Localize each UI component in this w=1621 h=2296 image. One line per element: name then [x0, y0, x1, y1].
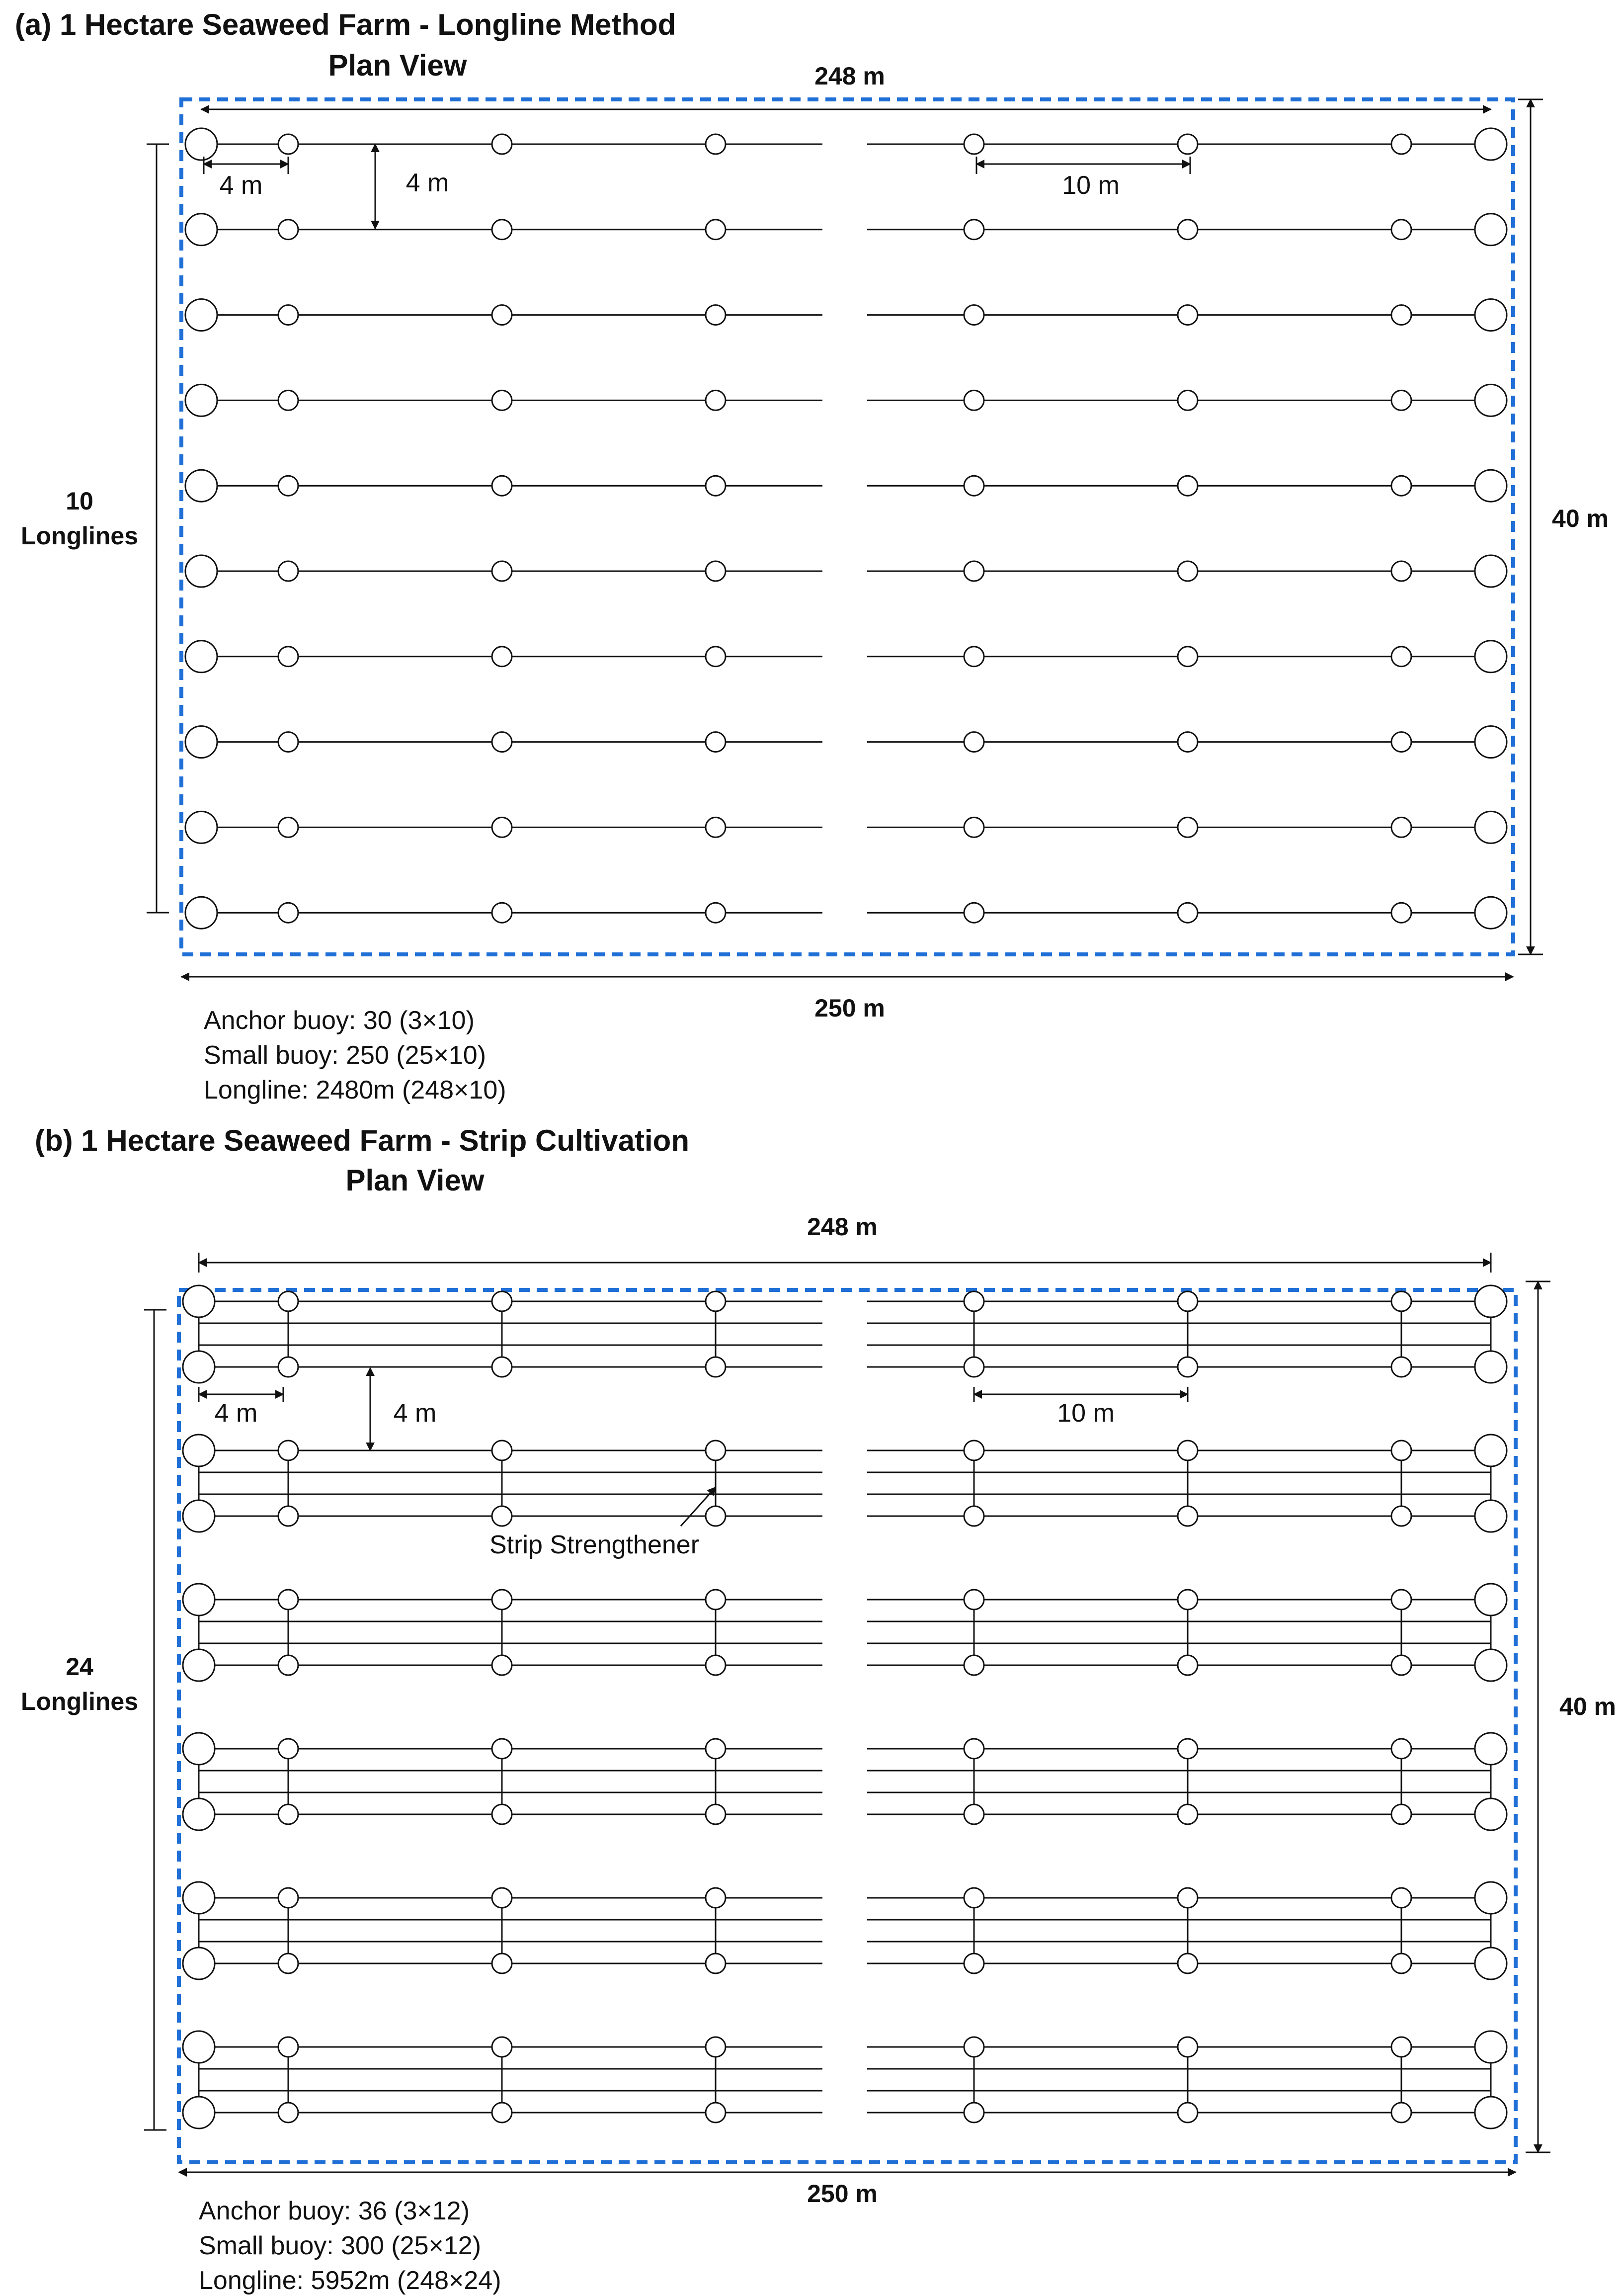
anchor-buoy: [183, 1649, 215, 1681]
anchor-buoy: [1475, 2097, 1507, 2128]
small-buoy: [278, 1888, 298, 1908]
anchor-buoy: [1475, 1285, 1507, 1317]
panel-a-subtitle: Plan View: [328, 49, 467, 82]
panel-a-buoy-spacing-label: 4 m: [219, 171, 263, 200]
small-buoy: [1178, 1954, 1198, 1973]
small-buoy: [1178, 390, 1198, 410]
small-buoy: [492, 561, 512, 581]
small-buoy: [1178, 2037, 1198, 2057]
panel-b-strip-rows: [183, 1285, 1507, 2128]
panel-b-row-gap-label: 4 m: [393, 1399, 437, 1428]
small-buoy: [964, 1590, 984, 1610]
small-buoy: [1391, 1291, 1411, 1311]
small-buoy: [1391, 817, 1411, 837]
panel-a-summary-anchor: Anchor buoy: 30 (3×10): [204, 1006, 475, 1035]
small-buoy: [706, 390, 726, 410]
anchor-buoy: [1475, 1649, 1507, 1681]
small-buoy: [706, 817, 726, 837]
small-buoy: [278, 1804, 298, 1824]
small-buoy: [492, 1291, 512, 1311]
anchor-buoy: [1475, 1435, 1507, 1466]
small-buoy: [964, 1739, 984, 1759]
small-buoy: [492, 476, 512, 496]
small-buoy: [1178, 1291, 1198, 1311]
small-buoy: [1391, 1506, 1411, 1526]
small-buoy: [1391, 1357, 1411, 1377]
small-buoy: [1391, 1954, 1411, 1973]
small-buoy: [706, 903, 726, 923]
anchor-buoy: [185, 128, 217, 160]
small-buoy: [492, 1804, 512, 1824]
small-buoy: [492, 1888, 512, 1908]
small-buoy: [278, 390, 298, 410]
panel-a-summary-small-buoy: Small buoy: 250 (25×10): [204, 1041, 486, 1070]
small-buoy: [1178, 1739, 1198, 1759]
small-buoy: [964, 476, 984, 496]
small-buoy: [1391, 390, 1411, 410]
small-buoy: [278, 1291, 298, 1311]
small-buoy: [492, 2037, 512, 2057]
anchor-buoy: [183, 1351, 215, 1383]
anchor-buoy: [185, 214, 217, 246]
panel-a: [15, 8, 1609, 1105]
small-buoy: [1391, 732, 1411, 752]
small-buoy: [492, 305, 512, 325]
small-buoy: [706, 476, 726, 496]
anchor-buoy: [185, 811, 217, 843]
small-buoy: [492, 1739, 512, 1759]
small-buoy: [964, 220, 984, 240]
panel-a-width-label: 250 m: [814, 994, 885, 1022]
small-buoy: [1178, 476, 1198, 496]
panel-b-longline-word: Longlines: [20, 1688, 139, 1715]
small-buoy: [492, 2103, 512, 2123]
small-buoy: [492, 732, 512, 752]
anchor-buoy: [183, 2097, 215, 2128]
small-buoy: [1391, 1804, 1411, 1824]
small-buoy: [1391, 647, 1411, 667]
small-buoy: [964, 1888, 984, 1908]
small-buoy: [278, 305, 298, 325]
small-buoy: [278, 2037, 298, 2057]
small-buoy: [964, 903, 984, 923]
panel-a-longlines: [185, 128, 1507, 929]
small-buoy: [964, 561, 984, 581]
panel-b-summary-anchor: Anchor buoy: 36 (3×12): [199, 2197, 470, 2225]
small-buoy: [964, 305, 984, 325]
small-buoy: [1178, 220, 1198, 240]
small-buoy: [278, 647, 298, 667]
small-buoy: [278, 1357, 298, 1377]
anchor-buoy: [185, 470, 217, 502]
anchor-buoy: [183, 1500, 215, 1532]
anchor-buoy: [1475, 470, 1507, 502]
small-buoy: [278, 1739, 298, 1759]
small-buoy: [706, 134, 726, 154]
small-buoy: [492, 647, 512, 667]
panel-b-buoy-spacing-label: 4 m: [214, 1399, 258, 1428]
small-buoy: [1178, 647, 1198, 667]
anchor-buoy: [1475, 726, 1507, 758]
anchor-buoy: [185, 299, 217, 331]
small-buoy: [278, 561, 298, 581]
small-buoy: [706, 305, 726, 325]
small-buoy: [492, 1590, 512, 1610]
anchor-buoy: [1475, 1733, 1507, 1765]
panel-a-longline-count: 10: [66, 487, 93, 515]
anchor-buoy: [185, 726, 217, 758]
small-buoy: [706, 732, 726, 752]
anchor-buoy: [1475, 1948, 1507, 1979]
panel-b-longline-count: 24: [66, 1653, 93, 1681]
small-buoy: [964, 1804, 984, 1824]
small-buoy: [1391, 476, 1411, 496]
small-buoy: [964, 647, 984, 667]
small-buoy: [706, 647, 726, 667]
small-buoy: [1178, 1655, 1198, 1675]
small-buoy: [964, 1441, 984, 1460]
small-buoy: [1391, 1590, 1411, 1610]
panel-b-farm-boundary: [179, 1290, 1516, 2162]
small-buoy: [964, 732, 984, 752]
small-buoy: [964, 1291, 984, 1311]
panel-a-height-label: 40 m: [1552, 505, 1609, 532]
anchor-buoy: [183, 1948, 215, 1979]
anchor-buoy: [1475, 1500, 1507, 1532]
panel-b-summary-small-buoy: Small buoy: 300 (25×12): [199, 2231, 482, 2260]
small-buoy: [1178, 2103, 1198, 2123]
anchor-buoy: [185, 555, 217, 587]
small-buoy: [278, 732, 298, 752]
panel-a-longline-word: Longlines: [20, 522, 139, 550]
small-buoy: [492, 817, 512, 837]
small-buoy: [1178, 1590, 1198, 1610]
anchor-buoy: [1475, 2031, 1507, 2063]
anchor-buoy: [183, 1285, 215, 1317]
small-buoy: [278, 1441, 298, 1460]
small-buoy: [492, 1954, 512, 1973]
small-buoy: [706, 1506, 726, 1526]
panel-b-height-label: 40 m: [1559, 1693, 1616, 1720]
small-buoy: [964, 1506, 984, 1526]
small-buoy: [492, 1441, 512, 1460]
small-buoy: [964, 134, 984, 154]
small-buoy: [278, 1506, 298, 1526]
panel-a-10m-label: 10 m: [1062, 171, 1120, 200]
small-buoy: [706, 1804, 726, 1824]
small-buoy: [492, 220, 512, 240]
panel-b-length-label: 248 m: [807, 1213, 878, 1241]
small-buoy: [706, 1291, 726, 1311]
small-buoy: [278, 476, 298, 496]
panel-a-title: (a) 1 Hectare Seaweed Farm - Longline Method: [15, 8, 676, 41]
small-buoy: [1178, 1357, 1198, 1377]
anchor-buoy: [1475, 384, 1507, 416]
anchor-buoy: [185, 384, 217, 416]
small-buoy: [964, 1954, 984, 1973]
panel-b: [21, 1124, 1616, 2295]
small-buoy: [278, 220, 298, 240]
small-buoy: [278, 1655, 298, 1675]
small-buoy: [1391, 1888, 1411, 1908]
anchor-buoy: [1475, 897, 1507, 929]
small-buoy: [964, 390, 984, 410]
small-buoy: [1391, 2103, 1411, 2123]
small-buoy: [1391, 903, 1411, 923]
panel-b-width-label: 250 m: [807, 2180, 878, 2208]
anchor-buoy: [185, 641, 217, 673]
small-buoy: [492, 903, 512, 923]
small-buoy: [1391, 1441, 1411, 1460]
small-buoy: [492, 1655, 512, 1675]
anchor-buoy: [183, 1882, 215, 1914]
small-buoy: [278, 1954, 298, 1973]
small-buoy: [492, 390, 512, 410]
anchor-buoy: [183, 1798, 215, 1830]
anchor-buoy: [1475, 1798, 1507, 1830]
small-buoy: [706, 1954, 726, 1973]
anchor-buoy: [183, 1733, 215, 1765]
small-buoy: [1178, 1441, 1198, 1460]
small-buoy: [1391, 561, 1411, 581]
small-buoy: [706, 1655, 726, 1675]
anchor-buoy: [183, 1435, 215, 1466]
anchor-buoy: [1475, 299, 1507, 331]
small-buoy: [964, 1655, 984, 1675]
panel-a-farm-boundary: [181, 99, 1513, 954]
panel-b-subtitle: Plan View: [345, 1164, 485, 1197]
anchor-buoy: [1475, 1584, 1507, 1616]
small-buoy: [1178, 817, 1198, 837]
panel-b-10m-label: 10 m: [1057, 1399, 1115, 1428]
anchor-buoy: [1475, 555, 1507, 587]
small-buoy: [1178, 1888, 1198, 1908]
small-buoy: [278, 817, 298, 837]
small-buoy: [1178, 1506, 1198, 1526]
small-buoy: [278, 134, 298, 154]
small-buoy: [1178, 1804, 1198, 1824]
small-buoy: [492, 1357, 512, 1377]
small-buoy: [278, 2103, 298, 2123]
anchor-buoy: [1475, 128, 1507, 160]
small-buoy: [964, 2037, 984, 2057]
small-buoy: [1178, 903, 1198, 923]
small-buoy: [1391, 1739, 1411, 1759]
small-buoy: [492, 1506, 512, 1526]
small-buoy: [706, 1590, 726, 1610]
panel-b-title: (b) 1 Hectare Seaweed Farm - Strip Cultivation: [35, 1124, 689, 1157]
small-buoy: [1178, 732, 1198, 752]
anchor-buoy: [1475, 1351, 1507, 1383]
small-buoy: [706, 1739, 726, 1759]
small-buoy: [1391, 134, 1411, 154]
small-buoy: [278, 903, 298, 923]
anchor-buoy: [185, 897, 217, 929]
small-buoy: [706, 2037, 726, 2057]
small-buoy: [706, 2103, 726, 2123]
panel-a-row-gap-label: 4 m: [405, 169, 449, 197]
panel-b-summary-longline: Longline: 5952m (248×24): [199, 2266, 501, 2295]
anchor-buoy: [1475, 811, 1507, 843]
panel-a-length-label: 248 m: [814, 62, 885, 90]
anchor-buoy: [1475, 641, 1507, 673]
small-buoy: [964, 2103, 984, 2123]
small-buoy: [706, 1357, 726, 1377]
small-buoy: [706, 220, 726, 240]
small-buoy: [278, 1590, 298, 1610]
small-buoy: [1178, 561, 1198, 581]
small-buoy: [706, 1888, 726, 1908]
small-buoy: [1391, 2037, 1411, 2057]
small-buoy: [1391, 305, 1411, 325]
small-buoy: [1178, 305, 1198, 325]
panel-b-annotation-label: Strip Strengthener: [489, 1531, 700, 1559]
small-buoy: [1391, 1655, 1411, 1675]
panel-a-summary-longline: Longline: 2480m (248×10): [204, 1076, 506, 1105]
small-buoy: [964, 1357, 984, 1377]
anchor-buoy: [1475, 214, 1507, 246]
anchor-buoy: [183, 1584, 215, 1616]
small-buoy: [1391, 220, 1411, 240]
small-buoy: [492, 134, 512, 154]
anchor-buoy: [1475, 1882, 1507, 1914]
small-buoy: [706, 561, 726, 581]
small-buoy: [964, 817, 984, 837]
small-buoy: [1178, 134, 1198, 154]
small-buoy: [706, 1441, 726, 1460]
anchor-buoy: [183, 2031, 215, 2063]
